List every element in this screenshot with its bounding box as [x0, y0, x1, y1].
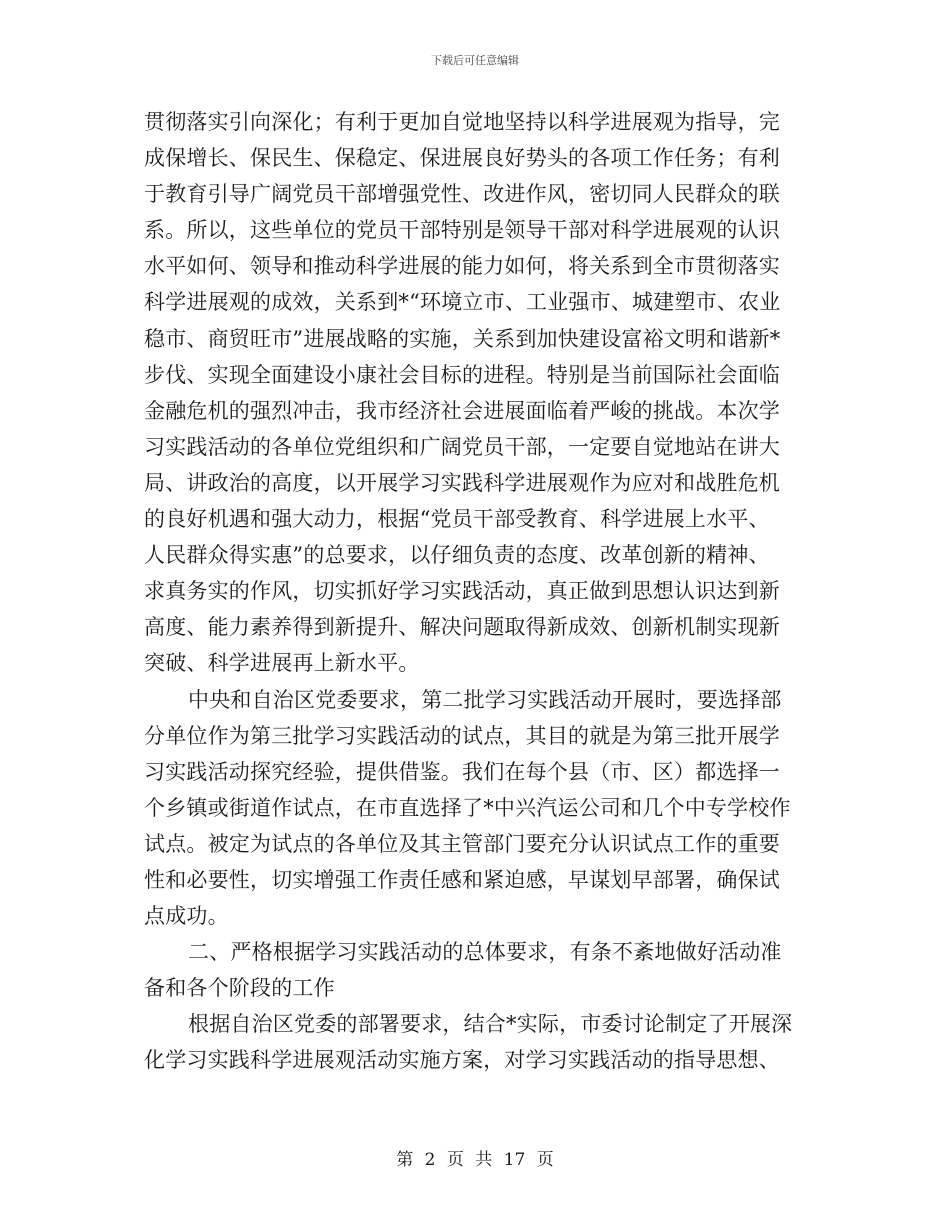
text-line: 备和各个阶段的工作: [144, 976, 335, 1001]
text-line: 步伐、实现全面建设小康社会目标的进程。特别是当前国际社会面临: [144, 362, 780, 387]
text-line: 试点。被定为试点的各单位及其主管部门要充分认识试点工作的重要: [144, 831, 780, 856]
text-line: 贯彻落实引向深化；有利于更加自觉地坚持以科学进展观为指导，完: [144, 110, 780, 134]
text-line: 人民群众得实惠”的总要求，以仔细负责的态度、改革创新的精神、: [144, 543, 770, 568]
text-line: 成保增长、保民生、保稳定、保进展良好势头的各项工作任务；有利: [144, 146, 780, 171]
text-line: 习实践活动的各单位党组织和广阔党员干部，一定要自觉地站在讲大: [144, 434, 780, 459]
text-line: 突破、科学进展再上新水平。: [144, 651, 420, 676]
text-line: 中央和自治区党委要求，第二批学习实践活动开展时，要选择部: [188, 687, 782, 712]
text-line: 于教育引导广阔党员干部增强党性、改进作风，密切同人民群众的联: [144, 182, 780, 207]
text-line: 稳市、商贸旺市”进展战略的实施，关系到加快建设富裕文明和谐新*: [144, 326, 781, 351]
page-header-note: 下载后可任意编辑: [431, 54, 519, 67]
text-line: 习实践活动探究经验，提供借鉴。我们在每个县（市、区）都选择一: [144, 759, 780, 784]
text-line: 金融危机的强烈冲击，我市经济社会进展面临着严峻的挑战。本次学: [144, 398, 780, 423]
text-line: 二、严格根据学习实践活动的总体要求，有条不紊地做好活动准: [188, 940, 782, 965]
text-line: 水平如何、领导和推动科学进展的能力如何，将关系到全市贯彻落实: [144, 254, 780, 279]
text-line: 性和必要性，切实增强工作责任感和紧迫感，早谋划早部署，确保试: [144, 867, 780, 892]
text-line: 个乡镇或街道作试点，在市直选择了*中兴汽运公司和几个中专学校作: [144, 795, 791, 820]
text-line: 局、讲政治的高度，以开展学习实践科学进展观作为应对和战胜危机: [144, 470, 780, 495]
text-line: 分单位作为第三批学习实践活动的试点，其目的就是为第三批开展学: [144, 723, 780, 748]
document-body: [144, 104, 806, 1079]
text-line: 化学习实践科学进展观活动实施方案，对学习实践活动的指导思想、: [144, 1048, 780, 1073]
text-line: 根据自治区党委的部署要求，结合*实际，市委讨论制定了开展深: [188, 1012, 793, 1037]
text-line: 高度、能力素养得到新提升、解决问题取得新成效、创新机制实现新: [144, 615, 780, 640]
page-number: 第 2 页 共 17 页: [396, 1150, 554, 1170]
text-line: 系。所以，这些单位的党员干部特别是领导干部对科学进展观的认识: [144, 218, 780, 243]
text-line: 点成功。: [144, 904, 229, 929]
text-line: 科学进展观的成效，关系到*“环境立市、工业强市、城建塑市、农业: [144, 290, 781, 315]
text-line: 求真务实的作风，切实抓好学习实践活动，真正做到思想认识达到新: [144, 579, 780, 604]
text-line: 的良好机遇和强大动力，根据“党员干部受教育、科学进展上水平、: [144, 507, 770, 532]
